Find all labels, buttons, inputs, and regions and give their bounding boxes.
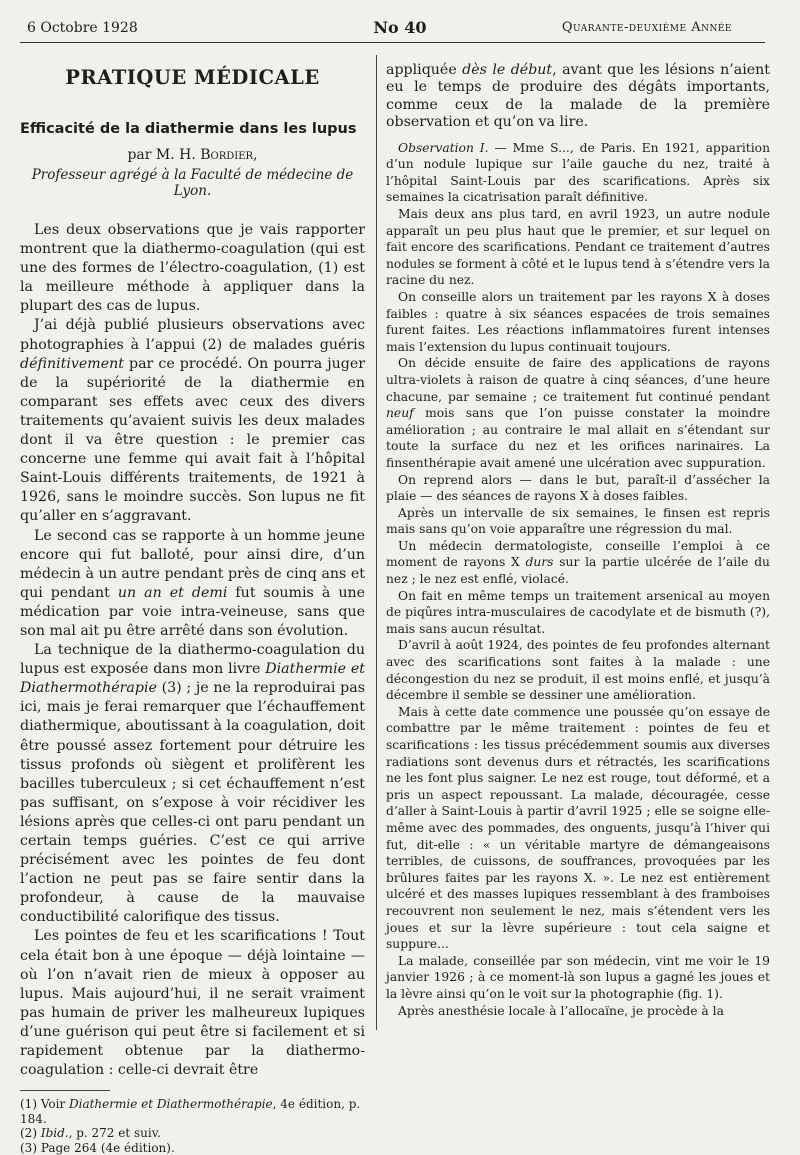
author-name: Bordier, bbox=[200, 147, 258, 163]
observation-1-text: — Mme S..., de Paris. En 1921, apparition d’un nodule lupique sur l’aile gauche du nez, traité à l’hôpital Saint-Louis par des scarifications. Après six semaines la cicatrisation paraît définitive. bbox=[386, 140, 771, 205]
paragraph-2-text-a: J’ai déjà publié plusieurs observations avec photographies à l’appui (2) de malades guéris bbox=[20, 317, 365, 353]
footnote-2-number: (2) bbox=[20, 1126, 37, 1141]
footnote-2 bbox=[20, 1126, 365, 1141]
observation-paragraph-5: On reprend alors — dans le but, paraît-il d’assécher la plaie — des séances de rayons X à doses faibles. bbox=[386, 472, 770, 504]
continuation-text-b: , avant que les lésions n’aient eu le temps de produire des dégâts importants, comme ceux de la malade de la première observation et qu’on va lire. bbox=[386, 62, 771, 131]
issue-date: 6 Octobre 1928 bbox=[27, 20, 138, 36]
observation-paragraph-7-emphasis: durs bbox=[525, 555, 554, 570]
paragraph-5: Les pointes de feu et les scarifications ! Tout cela était bon à une époque — déjà lointaine — où l’on n’avait rien de mieux à opposer au lupus. Mais aujourd’hui, il ne serait vraiment pas humain de priver les malheureux lupiques d’une guérison qui peut être si facilement et si rapidement obtenue par la diathermo-coagulation : celle-ci devrait être bbox=[20, 928, 365, 1079]
footnote-1-text-b: , 4e édition, p. 184. bbox=[20, 1097, 361, 1126]
left-column bbox=[20, 62, 365, 1155]
observation-paragraph-4-text-b: mois sans que l’on puisse constater la moindre amélioration ; au contraire le mal allait en s’étendant sur toute la surface du nez et les orifices narinaires. La finsenthérapie avait amené une ulcération avec suppuration. bbox=[386, 406, 770, 470]
paragraph-4 bbox=[20, 641, 365, 927]
observation-paragraph-7-text-a: Un médecin dermatologiste, conseille l’emploi à ce moment de rayons X bbox=[386, 538, 770, 570]
footnote-3-text: Page 264 (4e édition). bbox=[37, 1140, 175, 1155]
observation-paragraph-10: Mais à cette date commence une poussée qu’on essaye de combattre par le même traitement : pointes de feu et scarifications : les tissus précédemment soumis aux diverses radiations sont devenus durs et rétractés, les scarifications ne les font plus saigner. Le nez est rouge, tout déformé, et a pris un aspect repoussant. La malade, découragée, cesse d’aller à Saint-Louis à partir d’avril 1925 ; elle se soigne elle-même avec des pommades, des onguents, jusqu’à l’hiver qui fut, dit-elle : « un véritable martyre de démangeaisons terribles, de cuissons, de souffrances, provoquées par les brûlures faites par les rayons X. ». Le nez est entièrement ulcéré et des masses lupiques ressemblant à des framboises recouvrent non seulement le nez, mais s’étendent vers les joues et sur la lèvre supérieure : tout cela saigne et suppure... bbox=[386, 704, 770, 952]
paragraph-3 bbox=[20, 527, 365, 642]
footnote-1-number: (1) bbox=[20, 1097, 37, 1112]
observation-paragraph-4-text-a: On décide ensuite de faire des applications de rayons ultra-violets à raison de quatre à cinq séances, d’une heure chacune, par semaine ; ce traitement fut continué pendant bbox=[386, 356, 770, 404]
observation-paragraph-4-emphasis: neuf bbox=[386, 406, 414, 421]
observation-label: Observation I. bbox=[398, 140, 489, 155]
paragraph-1: Les deux observations que je vais rapporter montrent que la diathermo-coagulation (qui est une des formes de l’électro-coagulation, (1) est la meilleure méthode à appliquer dans la plupart des cas de lupus. bbox=[20, 222, 365, 315]
right-column bbox=[386, 62, 770, 1019]
footnote-1 bbox=[20, 1097, 365, 1126]
paragraph-3-text-b: fut soumis à une médication par voie intra-veineuse, sans que son mal ait pu être arrêté dans son évolution. bbox=[20, 584, 365, 639]
header-rule bbox=[20, 42, 765, 43]
continuation-text-a: appliquée bbox=[386, 62, 463, 78]
continuation-paragraph bbox=[386, 62, 770, 132]
author-prefix: par M. H. bbox=[127, 147, 196, 163]
section-title: PRATIQUE MÉDICALE bbox=[65, 66, 320, 89]
observation-paragraph-9: D’avril à août 1924, des pointes de feu profondes alternant avec des scarifications sont faites à la malade : une décongestion du nez se produit, il est moins enflé, et jusqu’à décembre il semble se dessiner une amélioration. bbox=[386, 638, 770, 703]
observation-1-intro bbox=[386, 140, 770, 206]
footnote-3-number: (3) bbox=[20, 1140, 37, 1155]
observation-paragraph-11: La malade, conseillée par son médecin, vint me voir le 19 janvier 1926 ; à ce moment-là son lupus a gagné les joues et la lèvre ainsi qu’on le voit sur la photographie (fig. 1). bbox=[386, 953, 770, 1001]
article-title: Efficacité de la diathermie dans les lupus bbox=[20, 121, 357, 137]
observation-paragraph-7 bbox=[386, 538, 770, 588]
observation-paragraph-12: Après anesthésie locale à l’allocaïne, je procède à la bbox=[398, 1003, 724, 1018]
author-affiliation: Professeur agrégé à la Faculté de médecine de Lyon. bbox=[31, 167, 354, 199]
continuation-emphasis: dès le début bbox=[462, 62, 553, 78]
paragraph-4-text-b: (3) ; je ne la reproduirai pas ici, mais je ferai remarquer que l’échauffement diathermique, aboutissant à la coagulation, doit être poussé assez fortement pour détruire les tissus profonds où siègent et prolifèrent les bacilles tuberculeux ; si cet échauffement n’est pas suffisant, on s’expose à voir récidiver les lésions après que celles-ci ont paru pendant un certain temps guéries. C’est ce qui arrive précisément avec les pointes de feu dont l’action ne peut pas se faire sentir dans la profondeur, à cause de la mauvaise conductibilité calorifique des tissus. bbox=[20, 680, 365, 926]
observation-paragraph-6: Après un intervalle de six semaines, le finsen est repris mais sans qu’on voie apparaître une régression du mal. bbox=[386, 505, 770, 537]
issue-number: No 40 bbox=[373, 18, 427, 37]
footnote-2-emphasis: Ibid. bbox=[40, 1126, 69, 1141]
observation-paragraph-7-text-b: sur la partie ulcérée de l’aile du nez ; le nez est enflé, violacé. bbox=[386, 555, 770, 587]
footnote-3 bbox=[20, 1141, 365, 1155]
paragraph-4-emphasis: Diathermie et Diathermothérapie bbox=[20, 661, 365, 697]
author-line bbox=[20, 147, 365, 163]
observation-paragraph-8: On fait en même temps un traitement arsenical au moyen de piqûres intra-musculaires de cacodylate et de bismuth (?), mais sans aucun résultat. bbox=[386, 588, 770, 636]
observation-paragraph-2: Mais deux ans plus tard, en avril 1923, un autre nodule apparaît un peu plus haut que le premier, et sur lequel on fait encore des scarifications. Pendant ce traitement d’autres nodules se forment à côté et le lupus tend à s’étendre vers la racine du nez. bbox=[386, 207, 770, 288]
paragraph-2-emphasis: définitivement bbox=[20, 355, 124, 372]
paragraph-2-text-b: par ce procédé. On pourra juger de la supériorité de la diathermie en comparant ses effets avec ceux des divers traitements qu’avaient suivis les deux malades dont il va être question : le premier cas concerne une femme qui avait fait à l’hôpital Saint-Louis différents traitements, de 1921 à 1926, sans le moindre succès. Son lupus ne fit qu’aller en s’aggravant. bbox=[20, 355, 365, 525]
paragraph-3-emphasis: un an et demi bbox=[117, 584, 228, 601]
footnote-rule bbox=[20, 1090, 110, 1091]
column-divider bbox=[376, 55, 377, 1030]
observation-paragraph-4 bbox=[386, 355, 770, 471]
page-header bbox=[0, 0, 800, 44]
issue-year: Quarante-deuxième Année bbox=[561, 20, 732, 35]
footnote-1-text-a: Voir bbox=[37, 1097, 69, 1112]
footnote-2-text: , p. 272 et suiv. bbox=[68, 1126, 161, 1141]
paragraph-3-text-a: Le second cas se rapporte à un homme jeune encore qui fut balloté, pour ainsi dire, d’un médecin à un autre pendant près de cinq ans et qui pendant bbox=[20, 527, 365, 601]
paragraph-4-text-a: La technique de la diathermo-coagulation du lupus est exposée dans mon livre bbox=[20, 642, 365, 678]
footnote-1-emphasis: Diathermie et Diathermothérapie bbox=[69, 1097, 273, 1112]
observation-paragraph-3: On conseille alors un traitement par les rayons X à doses faibles : quatre à six séances espacées de trois semaines furent faites. Les réactions inflammatoires furent intenses mais l’extension du lupus continuait toujours. bbox=[386, 289, 770, 354]
paragraph-2 bbox=[20, 316, 365, 526]
